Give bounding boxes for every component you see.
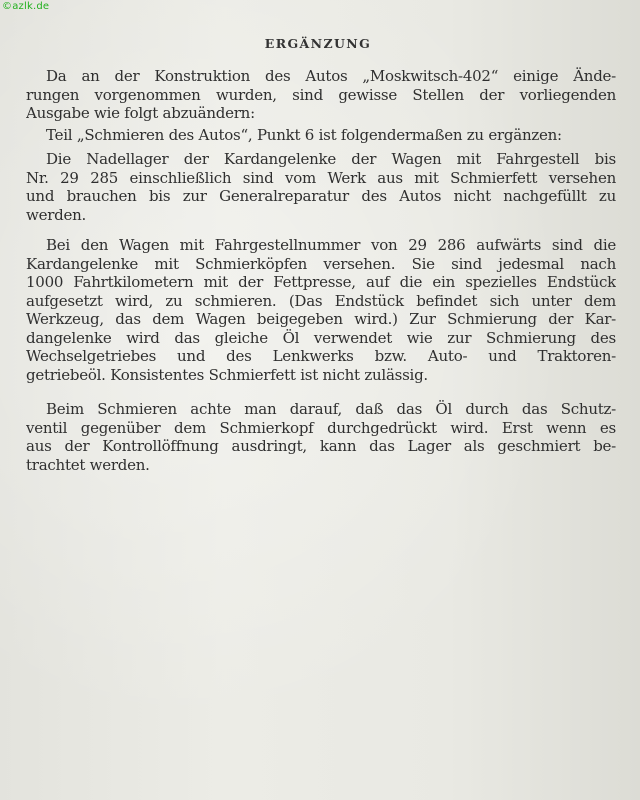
paragraph-5	[26, 400, 616, 474]
text-line: rungen vorgenommen wurden, sind gewisse Stellen der vorliegenden	[26, 85, 616, 104]
text-line: Nr. 29 285 einschließlich sind vom Werk aus mit Schmierfett versehen	[26, 168, 616, 187]
text-line: Die Nadellager der Kardangelenke der Wagen mit Fahrgestell bis	[46, 150, 616, 168]
text-line: Beim Schmieren achte man darauf, daß das Öl durch das Schutz-	[46, 400, 616, 418]
text-line: Werkzeug, das dem Wagen beigegeben wird.) Zur Schmierung der Kar-	[26, 310, 616, 328]
text-line: Bei den Wagen mit Fahrgestellnummer von 29 286 aufwärts sind die	[46, 236, 616, 254]
page-heading: ERGÄNZUNG	[264, 36, 372, 51]
paragraph-4	[26, 236, 616, 384]
text-line: ventil gegenüber dem Schmierkopf durchgedrückt wird. Erst wenn es	[26, 418, 616, 437]
text-line: Ausgabe wie folgt abzuändern:	[26, 104, 255, 122]
paragraph-1	[26, 67, 616, 123]
text-line: dangelenke wird das gleiche Öl verwendet wie zur Schmierung des	[26, 328, 616, 347]
text-line: Wechselgetriebes und des Lenkwerks bzw. Auto- und Traktoren-	[26, 347, 616, 365]
text-line: Teil „Schmieren des Autos“, Punkt 6 ist folgendermaßen zu ergänzen:	[46, 126, 562, 144]
watermark: ©azlk.de	[2, 1, 50, 12]
text-line: Da an der Konstruktion des Autos „Moskwitsch-402“ einige Ände-	[46, 67, 616, 85]
text-line: getriebeöl. Konsistentes Schmierfett ist nicht zulässig.	[26, 365, 428, 384]
paragraph-2	[26, 126, 616, 145]
text-line: 1000 Fahrtkilometern mit der Fettpresse, auf die ein spezielles Endstück	[26, 273, 616, 291]
text-line: und brauchen bis zur Generalreparatur des Autos nicht nachgefüllt zu	[26, 187, 616, 205]
paragraph-3	[26, 150, 616, 224]
text-line: aus der Kontrollöffnung ausdringt, kann das Lager als geschmiert be-	[26, 437, 616, 455]
text-line: trachtet werden.	[26, 455, 150, 474]
text-line: Kardangelenke mit Schmierköpfen versehen. Sie sind jedesmal nach	[26, 254, 616, 273]
text-line: werden.	[26, 205, 87, 224]
text-line: aufgesetzt wird, zu schmieren. (Das Endstück befindet sich unter dem	[26, 291, 616, 310]
